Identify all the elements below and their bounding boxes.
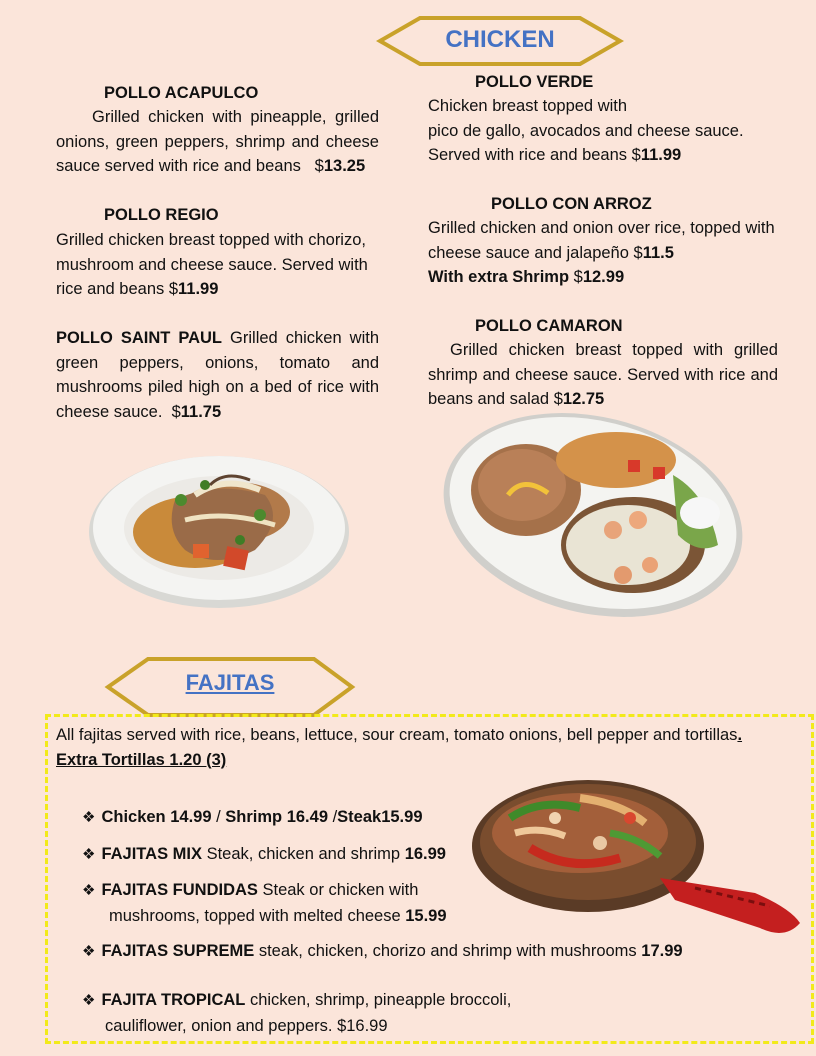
pollo-con-arroz-desc: Grilled chicken and onion over rice, topped with cheese sauce and jalapeño $11.5 With extra Shrimp $12.99 (428, 219, 775, 286)
pollo-plate-image (85, 440, 355, 615)
fajitas-skillet-image (470, 778, 812, 944)
fajita-bullet-tropical: ❖ FAJITA TROPICAL chicken, shrimp, pineapple broccoli, cauliflower, onion and peppers. $16.99 (82, 991, 512, 1035)
pollo-saint-paul-title: POLLO SAINT PAUL (56, 329, 223, 347)
pollo-con-arroz-title: POLLO CON ARROZ (491, 195, 652, 213)
fajitas-intro: All fajitas served with rice, beans, lettuce, sour cream, tomato onions, bell pepper and tortillas. Extra Tortillas 1.20 (3) (56, 726, 743, 769)
pollo-acapulco-desc: Grilled chicken with pineapple, grilled onions, green peppers, shrimp and cheese sauce served with rice and beans $13.25 (56, 108, 379, 175)
chicken-banner-title: CHICKEN (445, 26, 555, 53)
diamond-bullet-icon: ❖ (82, 882, 96, 899)
pollo-regio-title: POLLO REGIO (104, 206, 219, 224)
diamond-bullet-icon: ❖ (82, 846, 96, 863)
pollo-regio-desc: Grilled chicken breast topped with chorizo, mushroom and cheese sauce. Served with rice and beans $11.99 (56, 231, 368, 298)
fajita-bullet-mix: ❖ FAJITAS MIX Steak, chicken and shrimp 16.99 (82, 845, 446, 863)
extra-shrimp-price: 12.99 (582, 268, 625, 286)
pollo-camaron-desc: Grilled chicken breast topped with grilled shrimp and cheese sauce. Served with rice and beans and salad $12.75 (428, 341, 778, 408)
diamond-bullet-icon: ❖ (82, 992, 96, 1009)
pollo-acapulco-title: POLLO ACAPULCO (104, 84, 259, 102)
pollo-camaron-title: POLLO CAMARON (475, 317, 623, 335)
fajitas-banner-title: FAJITAS (185, 670, 275, 695)
pollo-camaron-price: 12.75 (562, 390, 605, 408)
pollo-acapulco-price: 13.25 (323, 157, 366, 175)
extra-shrimp-label: With extra Shrimp (428, 268, 570, 286)
fajita-bullet-supreme: ❖ FAJITAS SUPREME steak, chicken, chorizo and shrimp with mushrooms 17.99 (82, 942, 683, 960)
pollo-verde-title: POLLO VERDE (475, 73, 594, 91)
fajita-bullet-prices: ❖ Chicken 14.99 / Shrimp 16.49 /Steak15.99 (82, 808, 423, 826)
extra-tortillas-note: . Extra Tortillas 1.20 (3) (56, 726, 743, 769)
pollo-saint-paul-price: 11.75 (180, 402, 222, 421)
pollo-con-arroz-price: 11.5 (642, 243, 674, 262)
pollo-verde-price: 11.99 (640, 146, 682, 164)
pollo-regio-price: 11.99 (178, 280, 219, 298)
fajita-bullet-fundidas: ❖ FAJITAS FUNDIDAS Steak or chicken with mushrooms, topped with melted cheese 15.99 (82, 881, 447, 925)
pollo-saint-paul-desc: POLLO SAINT PAUL Grilled chicken with green peppers, onions, tomato and mushrooms piled high on a bed of rice with cheese sauce. $11.75 (56, 329, 379, 421)
diamond-bullet-icon: ❖ (82, 943, 96, 960)
pollo-verde-desc: Chicken breast topped with pico de gallo, avocados and cheese sauce. Served with rice and beans $11.99 (428, 97, 744, 164)
diamond-bullet-icon: ❖ (82, 809, 96, 826)
pollo-camaron-plate-image (438, 405, 750, 625)
